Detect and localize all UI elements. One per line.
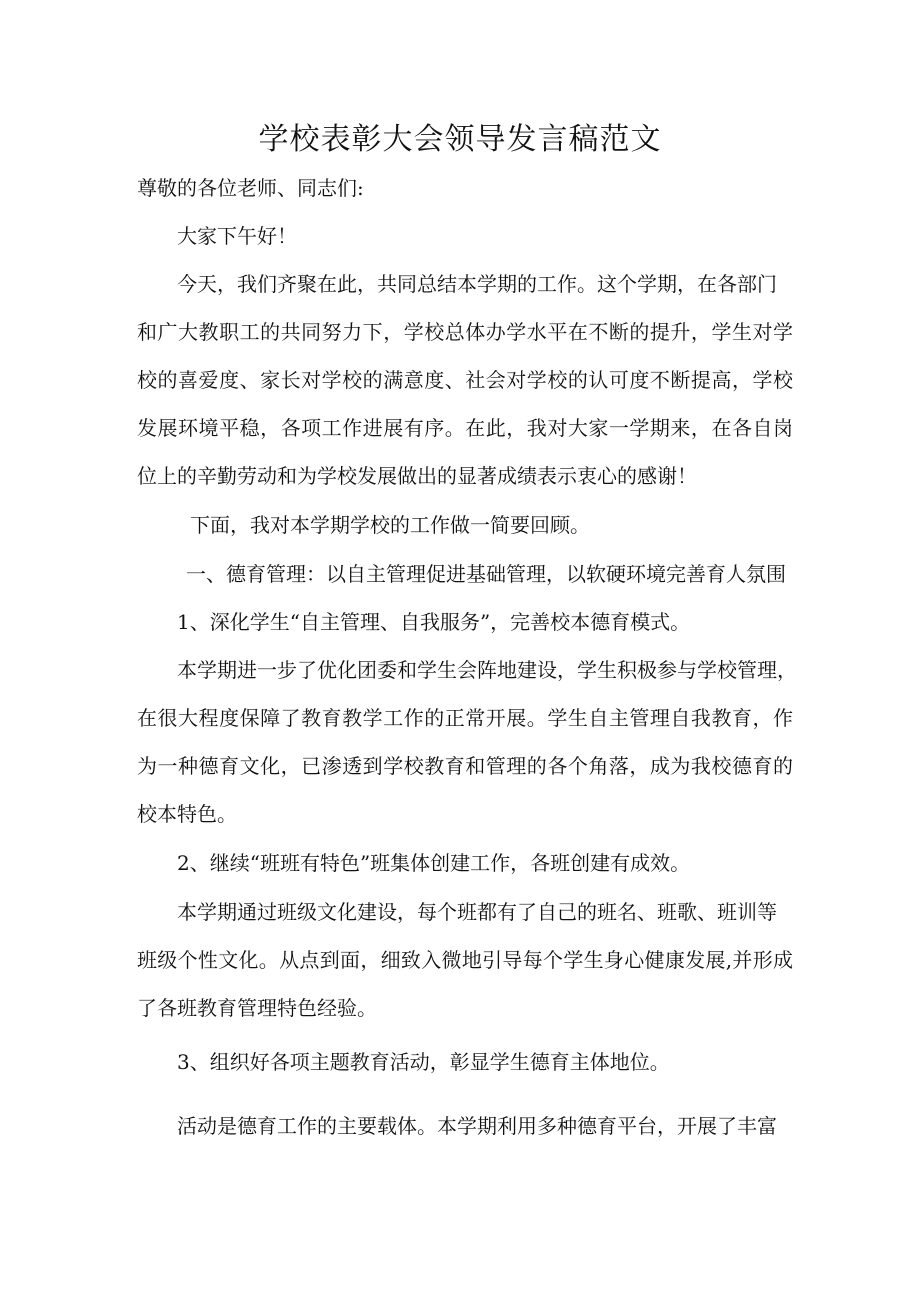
review-intro: 下面，我对本学期学校的工作做一简要回顾。 [190,513,590,537]
document-title: 学校表彰大会领导发言稿范文 [258,122,662,157]
intro-line-1: 今天，我们齐聚在此，共同总结本学期的工作。这个学期，在各部门 [177,272,777,296]
item1-body-line-3: 为一种德育文化，已渗透到学校教育和管理的各个角落，成为我校德育的 [137,754,793,778]
item2-body-line-3: 了各班教育管理特色经验。 [137,996,377,1020]
section1-heading: 一、德育管理：以自主管理促进基础管理，以软硬环境完善育人氛围 [186,562,786,586]
item2-body-line-1: 本学期通过班级文化建设，每个班都有了自己的班名、班歌、班训等 [177,900,777,924]
intro-line-3: 校的喜爱度、家长对学校的满意度、社会对学校的认可度不断提高，学校 [137,368,793,392]
item2-heading: 2、继续“班班有特色”班集体创建工作，各班创建有成效。 [177,851,691,875]
greeting: 大家下午好！ [177,224,297,248]
item1-heading: 1、深化学生“自主管理、自我服务”，完善校本德育模式。 [177,610,691,634]
item1-body-line-2: 在很大程度保障了教育教学工作的正常开展。学生自主管理自我教育，作 [137,706,793,730]
intro-line-5: 位上的辛勤劳动和为学校发展做出的显著成绩表示衷心的感谢！ [137,464,697,488]
intro-line-4: 发展环境平稳，各项工作进展有序。在此，我对大家一学期来，在各自岗 [137,416,793,440]
item3-heading: 3、组织好各项主题教育活动，彰显学生德育主体地位。 [177,1050,670,1074]
item3-body-line-1: 活动是德育工作的主要载体。本学期利用多种德育平台，开展了丰富 [177,1114,777,1138]
item1-body-line-4: 校本特色。 [137,802,237,826]
item1-body-line-1: 本学期进一步了优化团委和学生会阵地建设，学生积极参与学校管理， [177,658,797,682]
salutation: 尊敬的各位老师、同志们: [137,176,364,200]
item2-body-line-2: 班级个性文化。从点到面，细致入微地引导每个学生身心健康发展,并形成 [137,948,793,972]
intro-line-2: 和广大教职工的共同努力下，学校总体办学水平在不断的提升，学生对学 [137,320,793,344]
